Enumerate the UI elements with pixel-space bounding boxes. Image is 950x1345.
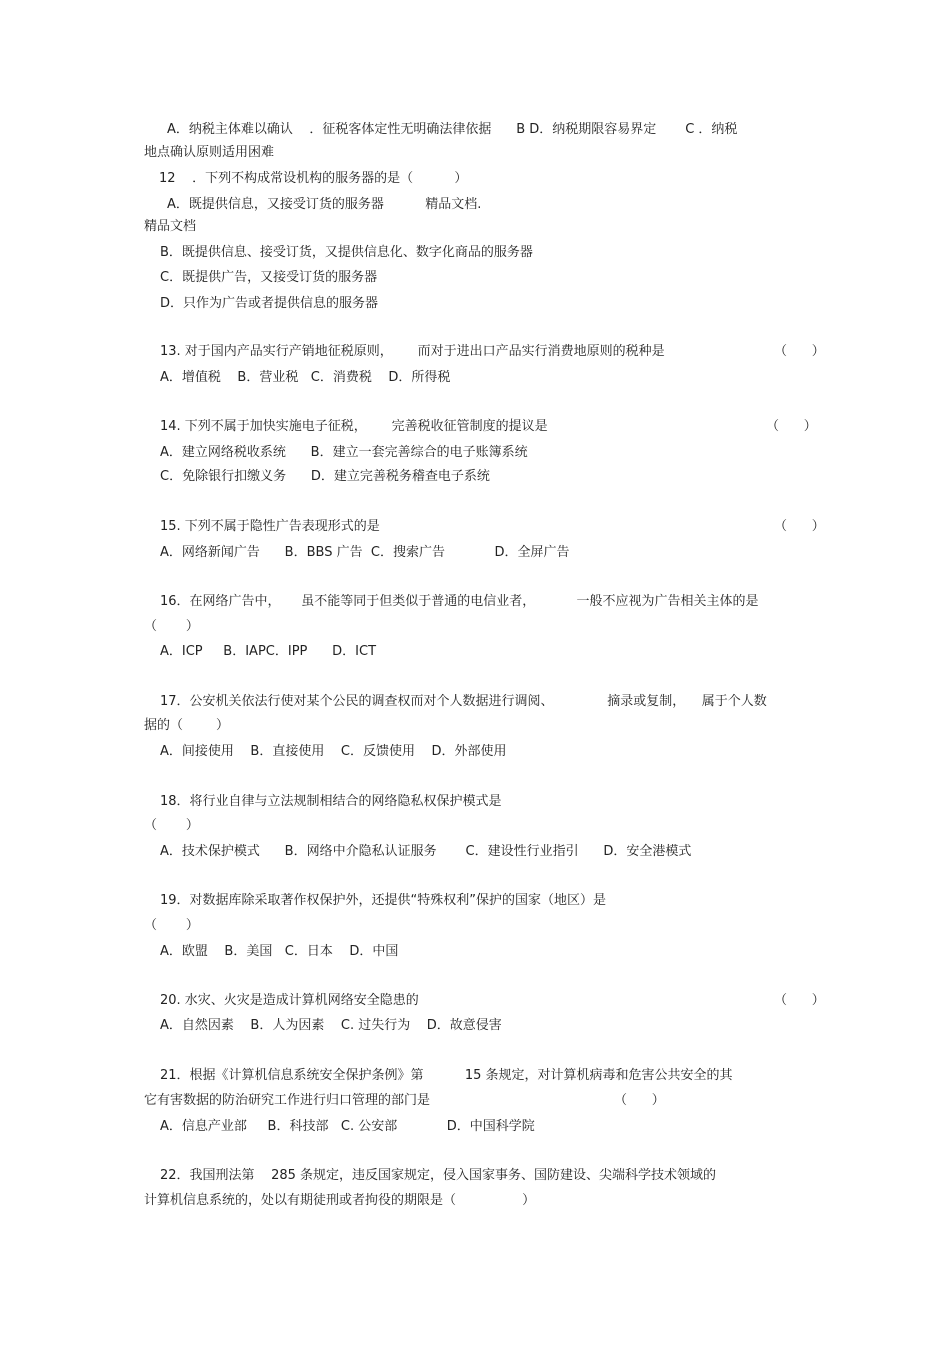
q17-question: 17．公安机关依法行使对某个公民的调查权而对个人数据进行调阅、 摘录或复制， 属于个人数	[160, 694, 767, 709]
q21-question: 21．根据《计算机信息系统安全保护条例》第 15 条规定，对计算机病毒和危害公共安全的其	[160, 1068, 733, 1083]
q14-options-cd: C．免除银行扣缴义务 D．建立完善税务稽查电子系统	[160, 469, 490, 484]
q11-options-line: A．纳税主体难以确认 ．征税客体定性无明确法律依据 B D．纳税期限容易界定 C ．纳税	[167, 122, 738, 137]
q18-question: 18．将行业自律与立法规制相结合的网络隐私权保护模式是	[160, 794, 502, 809]
watermark-text: 精品文档	[144, 219, 197, 234]
q12-option-b: B．既提供信息、接受订货，又提供信息化、数字化商品的服务器	[160, 245, 533, 260]
q15-options: A．网络新闻广告 B．BBS 广告 C．搜索广告 D．全屏广告	[160, 545, 570, 560]
q16-question: 16．在网络广告中， 虽不能等同于但类似于普通的电信业者， 一般不应视为广告相关主体的是	[160, 594, 759, 609]
q15-answer-paren: （ ）	[774, 519, 825, 534]
q13-options: A．增值税 B．营业税 C．消费税 D．所得税	[160, 370, 451, 385]
q21-options: A．信息产业部 B．科技部 C. 公安部 D．中国科学院	[160, 1119, 535, 1134]
q19-question: 19．对数据库除采取著作权保护外，还提供“特殊权利”保护的国家（地区）是	[160, 893, 607, 908]
q17-question-continued: 据的（ ）	[144, 718, 230, 733]
q14-options-ab: A．建立网络税收系统 B．建立一套完善综合的电子账簿系统	[160, 445, 528, 460]
q14-answer-paren: （ ）	[766, 419, 817, 434]
q19-answer-paren: （ ）	[144, 918, 199, 933]
q22-question-continued: 计算机信息系统的，处以有期徒刑或者拘役的期限是（ ）	[144, 1193, 536, 1208]
q12-option-d: D．只作为广告或者提供信息的服务器	[160, 296, 379, 311]
q21-question-continued: 它有害数据的防治研究工作进行归口管理的部门是	[144, 1093, 431, 1108]
q12-option-a: A．既提供信息，又接受订货的服务器 精品文档.	[167, 197, 482, 212]
q18-answer-paren: （ ）	[144, 818, 199, 833]
q19-options: A．欧盟 B．美国 C．日本 D．中国	[160, 944, 399, 959]
q14-question: 14. 下列不属于加快实施电子征税， 完善税收征管制度的提议是	[160, 419, 548, 434]
q15-question: 15. 下列不属于隐性广告表现形式的是	[160, 519, 380, 534]
q17-options: A．间接使用 B．直接使用 C．反馈使用 D．外部使用	[160, 744, 507, 759]
q21-answer-paren: （ ）	[614, 1093, 665, 1108]
q22-question: 22．我国刑法第 285 条规定，违反国家规定，侵入国家事务、国防建设、尖端科学技术领域的	[160, 1168, 717, 1183]
q16-answer-paren: （ ）	[144, 619, 199, 634]
q20-question: 20. 水灾、火灾是造成计算机网络安全隐患的	[160, 993, 419, 1008]
q11-options-continued: 地点确认原则适用困难	[144, 145, 275, 160]
q16-options: A．ICP B．IAPC．IPP D．ICT	[160, 644, 377, 659]
q12-question: 12 ．下列不构成常设机构的服务器的是（ ）	[159, 171, 468, 186]
q13-answer-paren: （ ）	[774, 344, 825, 359]
q18-options: A．技术保护模式 B．网络中介隐私认证服务 C．建设性行业指引 D．安全港模式	[160, 844, 692, 859]
q13-question: 13. 对于国内产品实行产销地征税原则， 而对于进出口产品实行消费地原则的税种是	[160, 344, 665, 359]
q20-options: A．自然因素 B．人为因素 C. 过失行为 D．故意侵害	[160, 1018, 502, 1033]
q20-answer-paren: （ ）	[774, 993, 825, 1008]
q12-option-c: C．既提供广告，又接受订货的服务器	[160, 270, 378, 285]
